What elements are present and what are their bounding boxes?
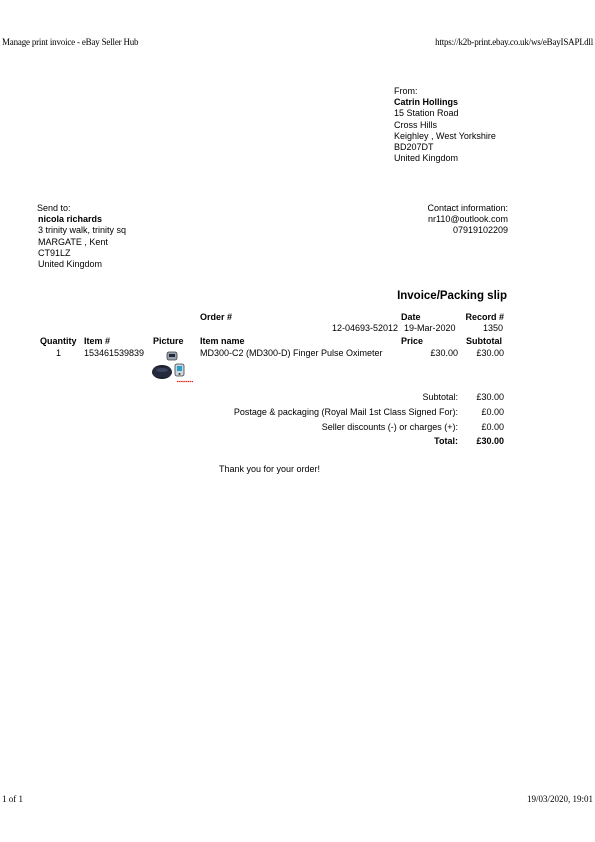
item-number: 153461539839 xyxy=(84,348,145,358)
item-quantity: 1 xyxy=(56,348,62,358)
item-subtotal: £30.00 xyxy=(476,348,504,358)
invoice-title: Invoice/Packing slip xyxy=(397,290,507,302)
from-line: Keighley , West Yorkshire xyxy=(394,130,496,141)
column-item-number: Item # xyxy=(84,336,111,346)
column-quantity: Quantity xyxy=(40,336,77,346)
discounts-value: £0.00 xyxy=(481,422,504,432)
date-label: Date xyxy=(401,312,421,322)
postage-value: £0.00 xyxy=(481,407,504,417)
order-number-label: Order # xyxy=(200,312,233,322)
print-footer-page: 1 of 1 xyxy=(2,794,23,804)
from-line: BD207DT xyxy=(394,142,434,153)
contact-phone: 07919102209 xyxy=(452,225,508,236)
column-picture: Picture xyxy=(153,336,184,346)
contact-email: nr110@outlook.com xyxy=(427,214,508,225)
send-to-line: CT91LZ xyxy=(38,247,71,258)
column-price: Price xyxy=(401,336,424,346)
send-to-line: 3 trinity walk, trinity sq xyxy=(38,225,127,236)
from-line: 15 Station Road xyxy=(394,108,459,119)
discounts-label: Seller discounts (-) or charges (+): xyxy=(321,422,458,432)
print-header-url: https://k2b-print.ebay.co.uk/ws/eBayISAPI.dll xyxy=(435,37,593,47)
record-number: 1350 xyxy=(482,323,503,333)
contact-information xyxy=(427,203,508,237)
send-to-name: nicola richards xyxy=(38,214,103,225)
send-to-address xyxy=(37,203,126,270)
from-label: From: xyxy=(394,86,418,96)
subtotal-label: Subtotal: xyxy=(422,392,458,402)
send-to-label: Send to: xyxy=(37,203,71,213)
from-line: Cross Hills xyxy=(394,119,438,130)
column-subtotal: Subtotal xyxy=(466,336,502,346)
send-to-line: MARGATE , Kent xyxy=(38,236,108,247)
send-to-line: United Kingdom xyxy=(38,259,103,270)
contact-label: Contact information: xyxy=(427,203,508,213)
record-number-label: Record # xyxy=(465,312,504,322)
print-header-title: Manage print invoice - eBay Seller Hub xyxy=(2,37,139,47)
subtotal-value: £30.00 xyxy=(476,392,504,402)
item-price: £30.00 xyxy=(430,348,458,358)
total-value: £30.00 xyxy=(476,436,504,446)
order-date: 19-Mar-2020 xyxy=(404,323,456,333)
from-name: Catrin Hollings xyxy=(394,97,459,108)
order-number: 12-04693-52012 xyxy=(331,323,398,333)
postage-label: Postage & packaging (Royal Mail 1st Class Signed For): xyxy=(233,407,458,417)
thank-you-message: Thank you for your order! xyxy=(219,464,321,474)
item-name: MD300-C2 (MD300-D) Finger Pulse Oximeter xyxy=(200,348,383,358)
from-address xyxy=(394,86,496,164)
total-label: Total: xyxy=(434,436,458,446)
print-footer-timestamp: 19/03/2020, 19:01 xyxy=(526,794,593,804)
from-line: United Kingdom xyxy=(394,153,459,164)
product-thumbnail-image xyxy=(150,350,196,386)
column-item-name: Item name xyxy=(200,336,245,346)
